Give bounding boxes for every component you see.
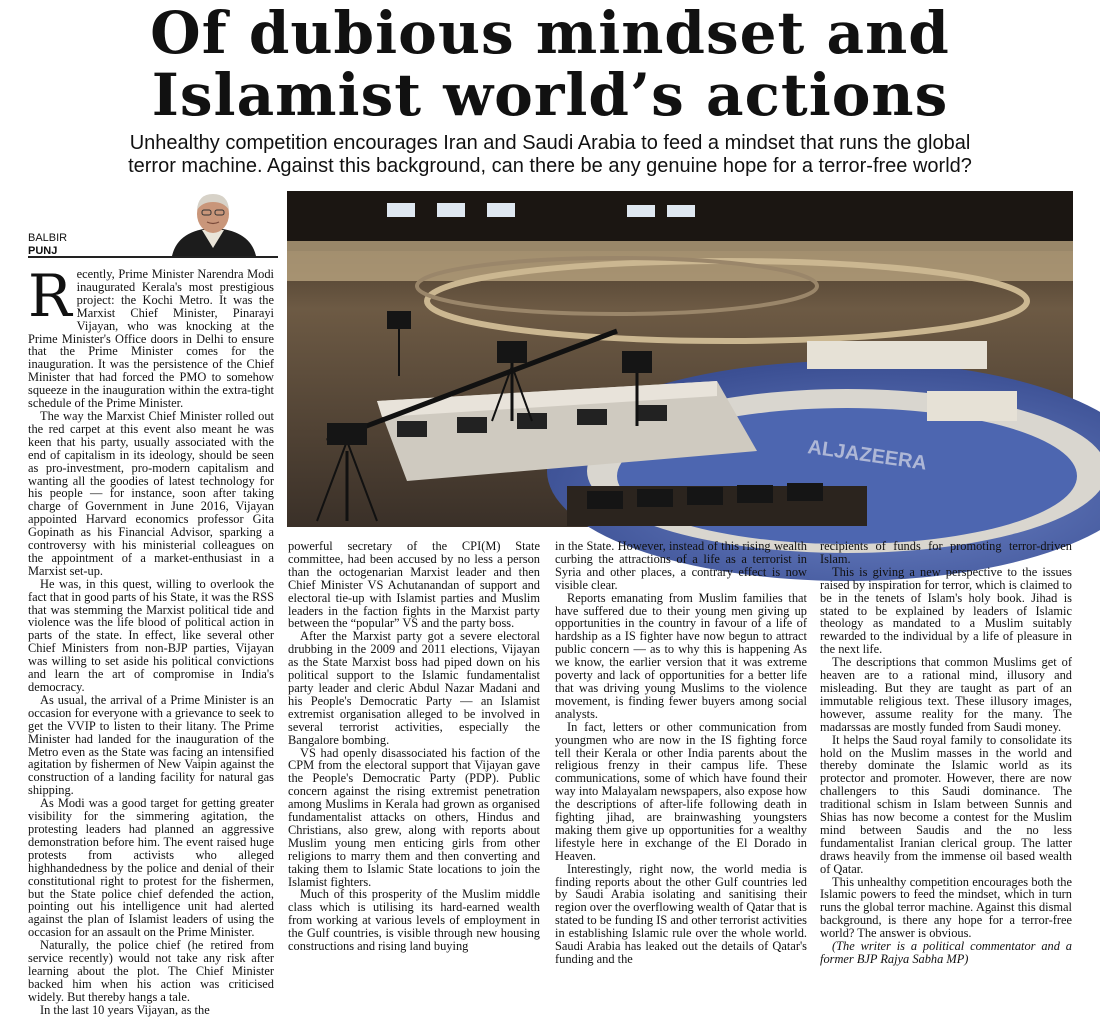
- byline: [28, 192, 278, 262]
- paragraph: In fact, letters or other communication from youngmen who are now in the IS fighting force tell their Kerala or other India parents about the religious frenzy in their campus life. These communications, some of which have found their way into Malayalam newspapers, also expose how the descriptions of after-life following death in fighting jihad, are brainwashing youngsters making them give up opportunities for a wealthy lifestyle here in exchange of the El Dorado in Heaven.: [555, 719, 807, 863]
- paragraph: In the last 10 years Vijayan, as the: [40, 1002, 210, 1017]
- paragraph: Interestingly, right now, the world media is finding reports about the other Gulf countries led by Saudi Arabia isolating and sanitising their region over the overflowing wealth of Qatar that is stated to be funding IS and other terrorist activities in establishing Islamic rule over the whole world. Saudi Arabia has leaked out the details of Qatar's funding and the: [555, 861, 807, 966]
- drop-cap: R: [28, 262, 72, 330]
- paragraph: He was, in this quest, willing to overlook the fact that in good parts of his State, it was the RSS that was stemming the Marxist political tide and violence was the life blood of political action in parts of the state. In effect, like several other Chief Ministers from non-BJP parties, Vijayan was willing to set aside his political convictions and learn the art of compromise in India's democracy.: [28, 576, 274, 694]
- paragraph: powerful secretary of the CPI(M) State committee, had been accused by no less a person than the octogenarian Marxist leader and then Chief Minister VS Achutanandan of support and electoral tie-up with Islamist parties and Muslim leaders in the faction fights in the Marxist party between the “popular” VS and the party boss.: [288, 539, 540, 631]
- paragraph: [28, 262, 274, 411]
- author-first-name: BALBIR: [28, 232, 68, 244]
- paragraph: The descriptions that common Muslims get of heaven are to a rational mind, illusory and misleading. But they are taught as part of an immutable religious text. These illusory images, however, assume reality for the many. The madarssas are mostly funded from Saudi money.: [820, 655, 1072, 734]
- paragraph: As usual, the arrival of a Prime Minister is an occasion for everyone with a grievance to seek to get the VVIP to listen to their litany. The Prime Minister had landed for the inauguration of the Metro even as the State was facing an intensified agitation by fishermen of New Vaipin against the construction of a landing facility for natural gas shipping.: [28, 692, 274, 798]
- paragraph: Naturally, the police chief (he retired from service recently) would not take any risk after learning about the plot. The Chief Minister backed him when his action was criticised widely. But thereby hangs a tale.: [28, 938, 274, 1004]
- headline-line-2: Islamist world’s actions: [151, 61, 949, 129]
- paragraph: Reports emanating from Muslim families that have suffered due to their young men giving up opportunities in the country in favour of a life of hardship as a IS fighter have now begun to attract public concern — as to why this is happening As we know, the earlier version that it was extreme poverty and lack of opportunities for a better life that was driving young Muslims to the violence movement, is finding fewer buyers among social analysts.: [555, 590, 807, 721]
- paragraph: After the Marxist party got a severe electoral drubbing in the 2009 and 2011 elections, Vijayan as the State Marxist boss had piped down on his political support to the Islamic fundamentalist party leader and cleric Abdul Nazar Madani and his People's Democratic Party — an Islamist extremist organisation alleged to be involved in several terrorist activities, especially the Bangalore bombing.: [288, 629, 540, 747]
- studio-photo: [287, 191, 1073, 527]
- headline-line-1: Of dubious mindset and: [150, 0, 950, 67]
- author-photo: [158, 190, 268, 256]
- deck-line-2: terror machine. Against this background, can there be any genuine hope for a terror-free world?: [128, 155, 972, 177]
- author-footnote: (The writer is a political commentator and a former BJP Rajya Sabha MP): [820, 939, 1072, 966]
- paragraph: recipients of funds for promoting terror-driven Islam.: [820, 539, 1072, 566]
- paragraph-text: ecently, Prime Minister Narendra Modi inaugurated Kerala's most prestigious project: the Kochi Metro. It was the Marxist Chief Minister, Pinarayi Vijayan, who was knocking at the Prime Minister's Office doors in Delhi to ensure that the Prime Minister comes for the inauguration. It was the persistence of the Chief Minister that had forced the PMO to somehow squeeze in the inauguration within the extra-tight schedule of the Prime Minister.: [28, 267, 274, 411]
- author-name: [28, 232, 67, 258]
- paragraph: This unhealthy competition encourages both the Islamic powers to feed the mindset, which in turn runs the global terror machine. Against this dismal background, is there any hope for a terror-free world? The answer is obvious.: [820, 874, 1072, 941]
- paragraph: The way the Marxist Chief Minister rolled out the red carpet at this event also meant he was keen that his party, usually associated with the end of capitalism in its ideology, should be seen as pro-investment, pro-modern capitalism and wanting all the goodies of latest technology for his people — for instance, soon after taking charge of Government in June 2016, Vijayan appointed Harvard economics professor Gita Gopinath as his Financial Advisor, sparking a controversy with his ministerial colleagues on the appointment of a market-enthusiast in a Marxist set-up.: [28, 408, 274, 578]
- article-column-2: [288, 539, 540, 954]
- article-deck: [20, 132, 1080, 178]
- article-headline: [0, 0, 1100, 129]
- paragraph: in the State. However, instead of this rising wealth curbing the attractions of a life as a terrorist in Syria and other places, a contrary effect is now visible clear.: [555, 539, 807, 592]
- deck-line-1: Unhealthy competition encourages Iran and Saudi Arabia to feed a mindset that runs the global: [129, 132, 971, 154]
- article-column-3: [555, 539, 807, 966]
- paragraph: Much of this prosperity of the Muslim middle class which is utilising its hard-earned wealth from working at various levels of employment in the Gulf countries, is visible through new housing constructions and rising land buying: [288, 887, 540, 954]
- paragraph: As Modi was a good target for getting greater visibility for the simmering agitation, the protesting leaders had planned an aggressive demonstration before him. The event raised huge protests from activists who alleged highhandedness by the police and denial of their constitutional right to protest for the fishermen, but the State police chief defended the action, pointing out his intelligence unit had alerted against the plan of Islamist leaders of using the occasion for an assault on the Prime Minister.: [28, 796, 274, 940]
- author-last-name: PUNJ: [28, 245, 58, 257]
- paragraph: This is giving a new perspective to the issues raised by inspiration for terror, which is claimed to be in the tenets of Islam's holy book. Jihad is stated to be explained by leaders of Islamic theology as mandated to a Muslim suitably rewarded to the individual by a life of pleasure in the next life.: [820, 564, 1072, 657]
- paragraph: VS had openly disassociated his faction of the CPM from the electoral support that Vijayan gave the People's Democratic Party (PDP). Public concern against the rising extremist penetration among Muslims in Kerala had grown as organised fundamentalist attacks on others, Hindus and Christians, also grew, along with reports about Muslim young men enticing girls from other religions to marry them and then converting and taking them to Islamic State locations to join the Islamist fighters.: [288, 745, 540, 889]
- byline-rule: [28, 256, 278, 258]
- paragraph: It helps the Saud royal family to consolidate its hold on the Muslim masses in the world and thereby dominate the Islamic world as its protector and promoter. However, there are now challengers to this Saudi dominance. The traditional schism in Islam between Sunnis and Shias has now become a contest for the Muslim mind between Saudis and the no less fundamentalist Iranian clerical group. The latter draws heavily from the immense oil based wealth of Qatar.: [820, 732, 1072, 876]
- studio-sign-aljazeera: ALJAZEERA: [806, 436, 929, 475]
- article-column-1: [28, 262, 274, 1017]
- article-column-4: [820, 539, 1072, 966]
